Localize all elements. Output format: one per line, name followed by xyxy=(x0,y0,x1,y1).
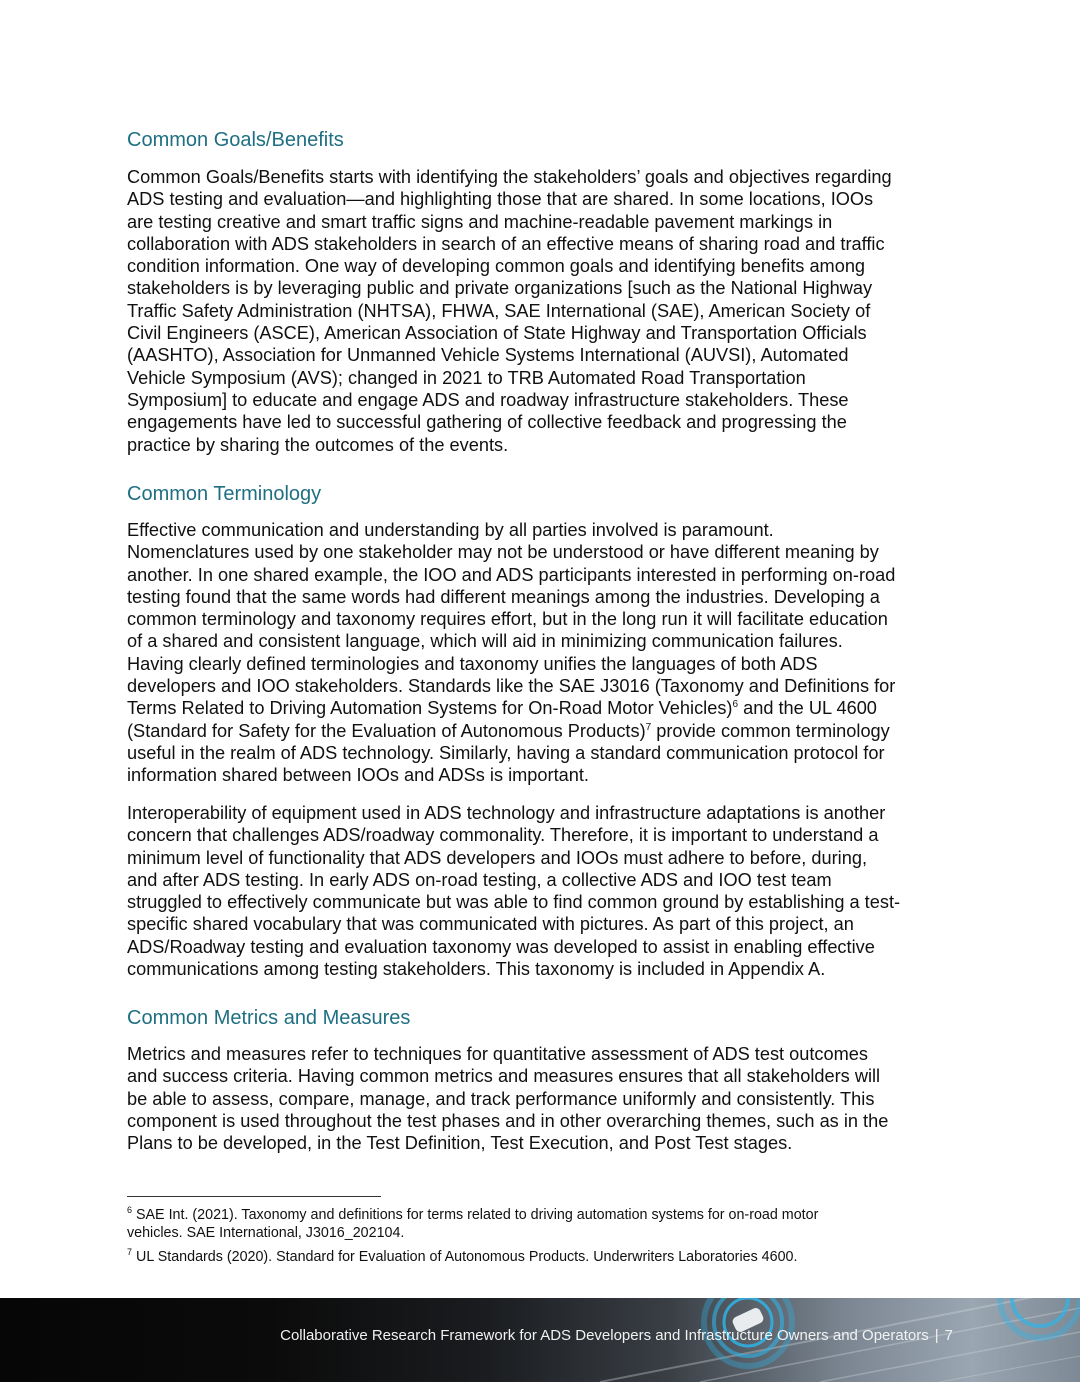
page-number: 7 xyxy=(944,1327,953,1344)
page-footer-band xyxy=(0,1298,1080,1382)
paragraph-common-metrics-measures: Metrics and measures refer to techniques for quantitative assessment of ADS test outcomes and success criteria. Having common metrics and measures ensures that all stakeholders will be able to assess, compare, manage, and track performance uniformly and consistently. This component is used throughout the test phases and in other overarching themes, such as in the Plans to be developed, in the Test Definition, Test Execution, and Post Test stages. xyxy=(127,1044,889,1154)
footnote-divider xyxy=(127,1196,381,1197)
footer-title xyxy=(280,1326,953,1346)
footnote-text: UL Standards (2020). Standard for Evaluation of Autonomous Products. Underwriters Laboratories 4600. xyxy=(132,1249,798,1265)
footnote-ref-6[interactable]: 6 xyxy=(732,699,739,711)
heading-common-goals-benefits: Common Goals/Benefits xyxy=(127,129,344,151)
footer-separator: | xyxy=(934,1327,939,1344)
footnote-number: 6 xyxy=(127,1205,133,1216)
footer-document-title: Collaborative Research Framework for ADS Developers and Infrastructure Owners and Operators xyxy=(280,1327,929,1344)
paragraph-common-terminology-1 xyxy=(127,519,957,787)
footnote-6 xyxy=(127,1206,927,1242)
heading-common-terminology: Common Terminology xyxy=(127,483,322,505)
footnote-number: 7 xyxy=(127,1247,133,1258)
footnote-7 xyxy=(127,1248,927,1266)
footnote-ref-7[interactable]: 7 xyxy=(645,721,652,733)
paragraph-text: and the UL 4600 (Standard for Safety for the Evaluation of Autonomous Products) xyxy=(127,698,877,741)
footnote-text: SAE Int. (2021). Taxonomy and definitions for terms related to driving automation systems for on-road motor vehicles. SAE International, J3016_202104. xyxy=(127,1207,819,1241)
paragraph-common-goals-benefits: Common Goals/Benefits starts with identifying the stakeholders’ goals and objectives regarding ADS testing and evaluation—and highlighting those that are shared. In some locations, IOOs are testing creative and smart traffic signs and machine-readable pavement markings in collaboration with ADS stakeholders in search of an effective means of sharing road and traffic condition information. One way of developing common goals and identifying benefits among stakeholders is by leveraging public and private organizations [such as the National Highway Traffic Safety Administration (NHTSA), FHWA, SAE International (SAE), American Society of Civil Engineers (ASCE), American Association of State Highway and Transportation Officials (AASHTO), Association for Unmanned Vehicle Systems International (AUVSI), Automated Vehicle Symposium (AVS); changed in 2021 to TRB Automated Road Transportation Symposium] to educate and engage ADS and roadway infrastructure stakeholders. These engagements have led to successful gathering of collective feedback and progressing the practice by sharing the outcomes of the events. xyxy=(127,167,892,455)
paragraph-text: provide common terminology useful in the realm of ADS technology. Similarly, having a standard communication protocol for information shared between IOOs and ADSs is important. xyxy=(127,720,890,786)
paragraph-text: Effective communication and understanding by all parties involved is paramount. Nomenclatures used by one stakeholder may not be understood or have different meaning by another. In one shared example, the IOO and ADS participants interested in performing on-road testing found that the same words had different meanings among the industries. Developing a common terminology and taxonomy requires effort, but in the long run it will facilitate education of a shared and consistent language, which will aid in minimizing communication failures. Having clearly defined terminologies and taxonomy unifies the languages of both ADS developers and IOO stakeholders. Standards like the SAE J3016 (Taxonomy and Definitions for Terms Related to Driving Automation Systems for On-Road Motor Vehicles) xyxy=(127,520,896,719)
paragraph-common-terminology-2: Interoperability of equipment used in ADS technology and infrastructure adaptations is another concern that challenges ADS/roadway commonality. Therefore, it is important to understand a minimum level of functionality that ADS developers and IOOs must adhere to before, during, and after ADS testing. In early ADS on-road testing, a collective ADS and IOO test team struggled to effectively communicate but was able to find common ground by establishing a test- specific shared vocabulary that was communicated with pictures. As part of this project, an ADS/Roadway testing and evaluation taxonomy was developed to assist in enabling effective communications among testing stakeholders. This taxonomy is included in Appendix A. xyxy=(127,803,901,980)
heading-common-metrics-measures: Common Metrics and Measures xyxy=(127,1007,411,1029)
